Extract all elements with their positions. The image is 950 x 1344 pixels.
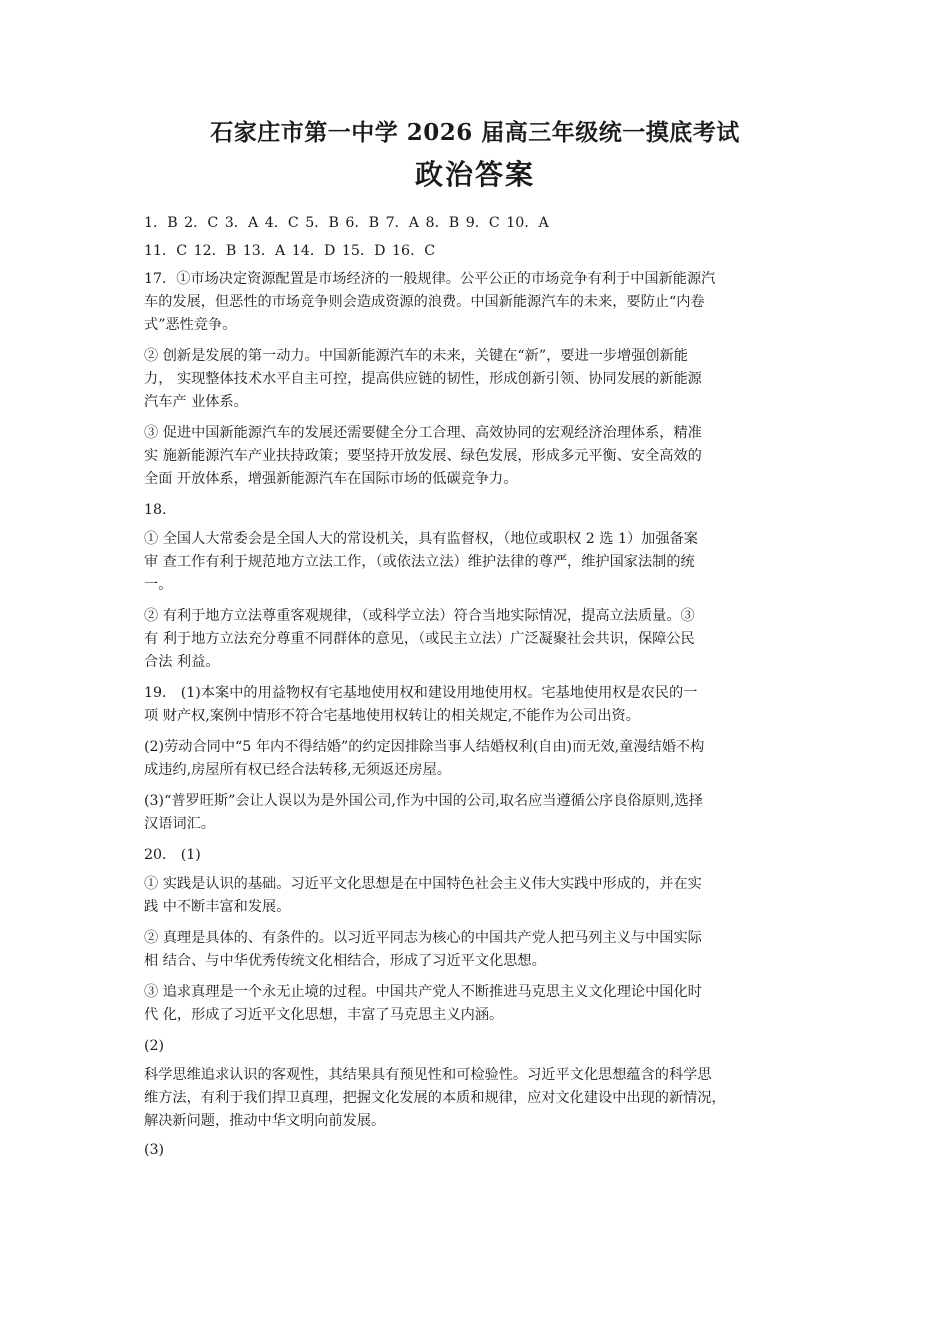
q20-part-2-label: (2) [144,1038,165,1054]
q18-label: 18. [144,502,167,518]
multiple-choice-answers [144,212,809,263]
q20-label: 20． (1) [144,847,201,863]
q20-point-3: ③ 追求真理是一个永无止境的过程。中国共产党人不断推进马克思主义文化理论中国化时 代 化，形成了习近平文化思想，丰富了马克思主义内涵。 [144,984,702,1023]
mc-answers-line-1: 1．B 2．C 3．A 4．C 5．B 6．B 7．A 8．B 9．C 10．A [144,215,549,231]
q17-point-3: ③ 促进中国新能源汽车的发展还需要健全分工合理、高效协同的宏观经济治理体系，精准 实 施新能源汽车产业扶持政策；要坚持开放发展、绿色发展，形成多元平衡、安全高效的 全面 开放体系，增强新能源汽车在国际市场的低碳竞争力。 [144,425,702,487]
q20-point-1: ① 实践是认识的基础。习近平文化思想是在中国特色社会主义伟大实践中形成的，并在实 践 中不断丰富和发展。 [144,876,702,915]
q20-point-2: ② 真理是具体的、有条件的。以习近平同志为核心的中国共产党人把马列主义与中国实际 相 结合、与中华优秀传统文化相结合，形成了习近平文化思想。 [144,930,702,969]
q18-point-1: ① 全国人大常委会是全国人大的常设机关，具有监督权，（地位或职权 2 选 1）加强备案 审 查工作有利于规范地方立法工作，（或依法立法）维护法律的尊严，维护国家法制的统 一。 [144,531,698,593]
q17-point-2: ② 创新是发展的第一动力。中国新能源汽车的未来，关键在“新”，要进一步增强创新能 力， 实现整体技术水平自主可控，提高供应链的韧性，形成创新引领、协同发展的新能源 汽车产 业体系。 [144,348,702,410]
q19-part-2: (2)劳动合同中“5 年内不得结婚”的约定因排除当事人结婚权利(自由)而无效,童漫结婚不构 成违约,房屋所有权已经合法转移,无须返还房屋。 [144,739,705,778]
answer-body [144,212,809,1170]
q18-point-2: ② 有利于地方立法尊重客观规律，（或科学立法）符合当地实际情况，提高立法质量。③ 有 利于地方立法充分尊重不同群体的意见，（或民主立法）广泛凝聚社会共识，保障公民 合法 利益。 [144,608,695,670]
mc-answers-line-2: 11．C 12．B 13．A 14．D 15．D 16．C [144,243,436,259]
q19-part-3: (3)“普罗旺斯”会让人误以为是外国公司,作为中国的公司,取名应当遵循公序良俗原则,选择 汉语词汇。 [144,793,703,832]
exam-title: 石家庄市第一中学 2026 届高三年级统一摸底考试 [210,119,740,146]
q20-part-3-label: (3) [144,1142,165,1158]
subject-title: 政治答案 [414,158,535,191]
q20-part-2-answer: 科学思维追求认识的客观性，其结果具有预见性和可检验性。习近平文化思想蕴含的科学思 维方法，有利于我们捍卫真理，把握文化发展的本质和规律，应对文化建设中出现的新情况， 解决新问题，推动中华文明向前发展。 [144,1067,726,1129]
q19-part-1: 19． (1)本案中的用益物权有宅基地使用权和建设用地使用权。宅基地使用权是农民的一 项 财产权,案例中情形不符合宅基地使用权转让的相关规定,不能作为公司出资。 [144,685,698,724]
q17-point-1: 17．①市场决定资源配置是市场经济的一般规律。公平公正的市场竞争有利于中国新能源汽 车的发展，但恶性的市场竞争则会造成资源的浪费。中国新能源汽车的未来，要防止“内卷 式”恶性竞争。 [144,271,716,333]
